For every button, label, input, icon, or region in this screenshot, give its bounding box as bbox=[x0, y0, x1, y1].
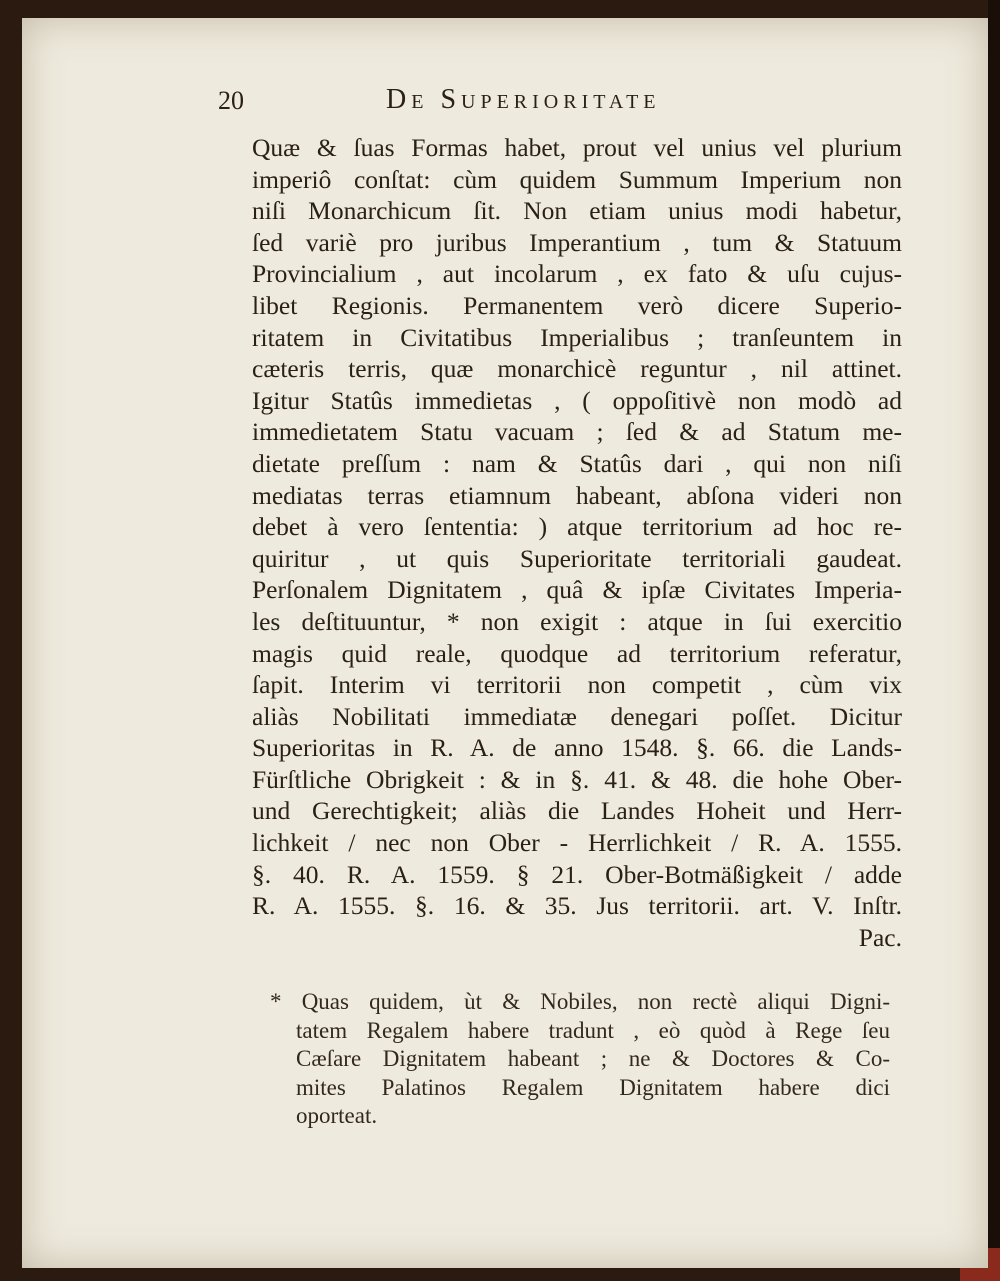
text-line: ſapit. Interim vi territorii non competit , cùm vix bbox=[252, 670, 902, 700]
page-number: 20 bbox=[218, 86, 244, 115]
footnote-line: Cæſare Dignitatem habeant ; ne & Doctores & Co- bbox=[296, 1046, 890, 1071]
text-line: dietate preſſum : nam & Statûs dari , qui non niſi bbox=[252, 448, 902, 478]
footnote-line: * Quas quidem, ùt & Nobiles, non rectè aliqui Digni- bbox=[270, 989, 890, 1014]
footnote-line: tatem Regalem habere tradunt , eò quòd à Rege ſeu bbox=[296, 1017, 890, 1043]
text-line: immedietatem Statu vacuam ; ſed & ad Statum me- bbox=[252, 417, 902, 447]
page-header bbox=[218, 80, 958, 120]
text-line: Perſonalem Dignitatem , quâ & ipſæ Civitates Imperia- bbox=[252, 575, 902, 605]
text-line: und Gerechtigkeit; aliàs die Landes Hoheit und Herr- bbox=[252, 796, 902, 826]
footnote-line: oporteat. bbox=[296, 1103, 378, 1128]
text-line: lichkeit / nec non Ober - Herrlichkeit / R. A. 1555. bbox=[252, 828, 902, 858]
text-line: les deſtituuntur, * non exigit : atque in ſui exercitio bbox=[252, 606, 902, 636]
catchword: Pac. bbox=[858, 922, 902, 952]
text-line: Fürſtliche Obrigkeit : & in §. 41. & 48. die hohe Ober- bbox=[252, 764, 902, 794]
text-line: aliàs Nobilitati immediatæ denegari poſſet. Dicitur bbox=[252, 701, 902, 731]
text-line: ſed variè pro juribus Imperantium , tum & Statuum bbox=[252, 227, 902, 257]
text-line: libet Regionis. Permanentem verò dicere Superio- bbox=[252, 290, 902, 320]
footnote bbox=[270, 988, 890, 1131]
text-line: R. A. 1555. §. 16. & 35. Jus territorii. art. V. Inſtr. bbox=[252, 891, 902, 921]
body-text bbox=[252, 132, 902, 953]
footnote-line: mites Palatinos Regalem Dignitatem habere dici bbox=[296, 1074, 890, 1100]
text-line: cæteris terris, quæ monarchicè reguntur , nil attinet. bbox=[252, 354, 902, 384]
text-line: Superioritas in R. A. de anno 1548. §. 66. die Lands- bbox=[252, 733, 902, 763]
running-title: De Superioritate bbox=[386, 84, 661, 115]
text-line: quiritur , ut quis Superioritate territoriali gaudeat. bbox=[252, 543, 902, 573]
text-line: §. 40. R. A. 1559. § 21. Ober-Botmäßigkeit / adde bbox=[252, 859, 902, 889]
text-line: mediatas terras etiamnum habeant, abſona videri non bbox=[252, 480, 902, 510]
text-line: debet à vero ſententia: ) atque territorium ad hoc re- bbox=[252, 512, 902, 542]
book-spine bbox=[988, 0, 1000, 1281]
text-line: Igitur Statûs immedietas , ( oppoſitivè non modò ad bbox=[252, 385, 902, 415]
text-line: Quæ & ſuas Formas habet, prout vel unius vel plurium bbox=[252, 133, 902, 162]
text-line: magis quid reale, quodque ad territorium referatur, bbox=[252, 638, 902, 668]
text-line: Provincialium , aut incolarum , ex fato & uſu cujus- bbox=[252, 259, 902, 289]
text-line: niſi Monarchicum ſit. Non etiam unius modi habetur, bbox=[252, 196, 902, 226]
text-line: ritatem in Civitatibus Imperialibus ; tranſeuntem in bbox=[252, 322, 902, 352]
text-line: imperiô conſtat: cùm quidem Summum Imperium non bbox=[252, 164, 902, 194]
